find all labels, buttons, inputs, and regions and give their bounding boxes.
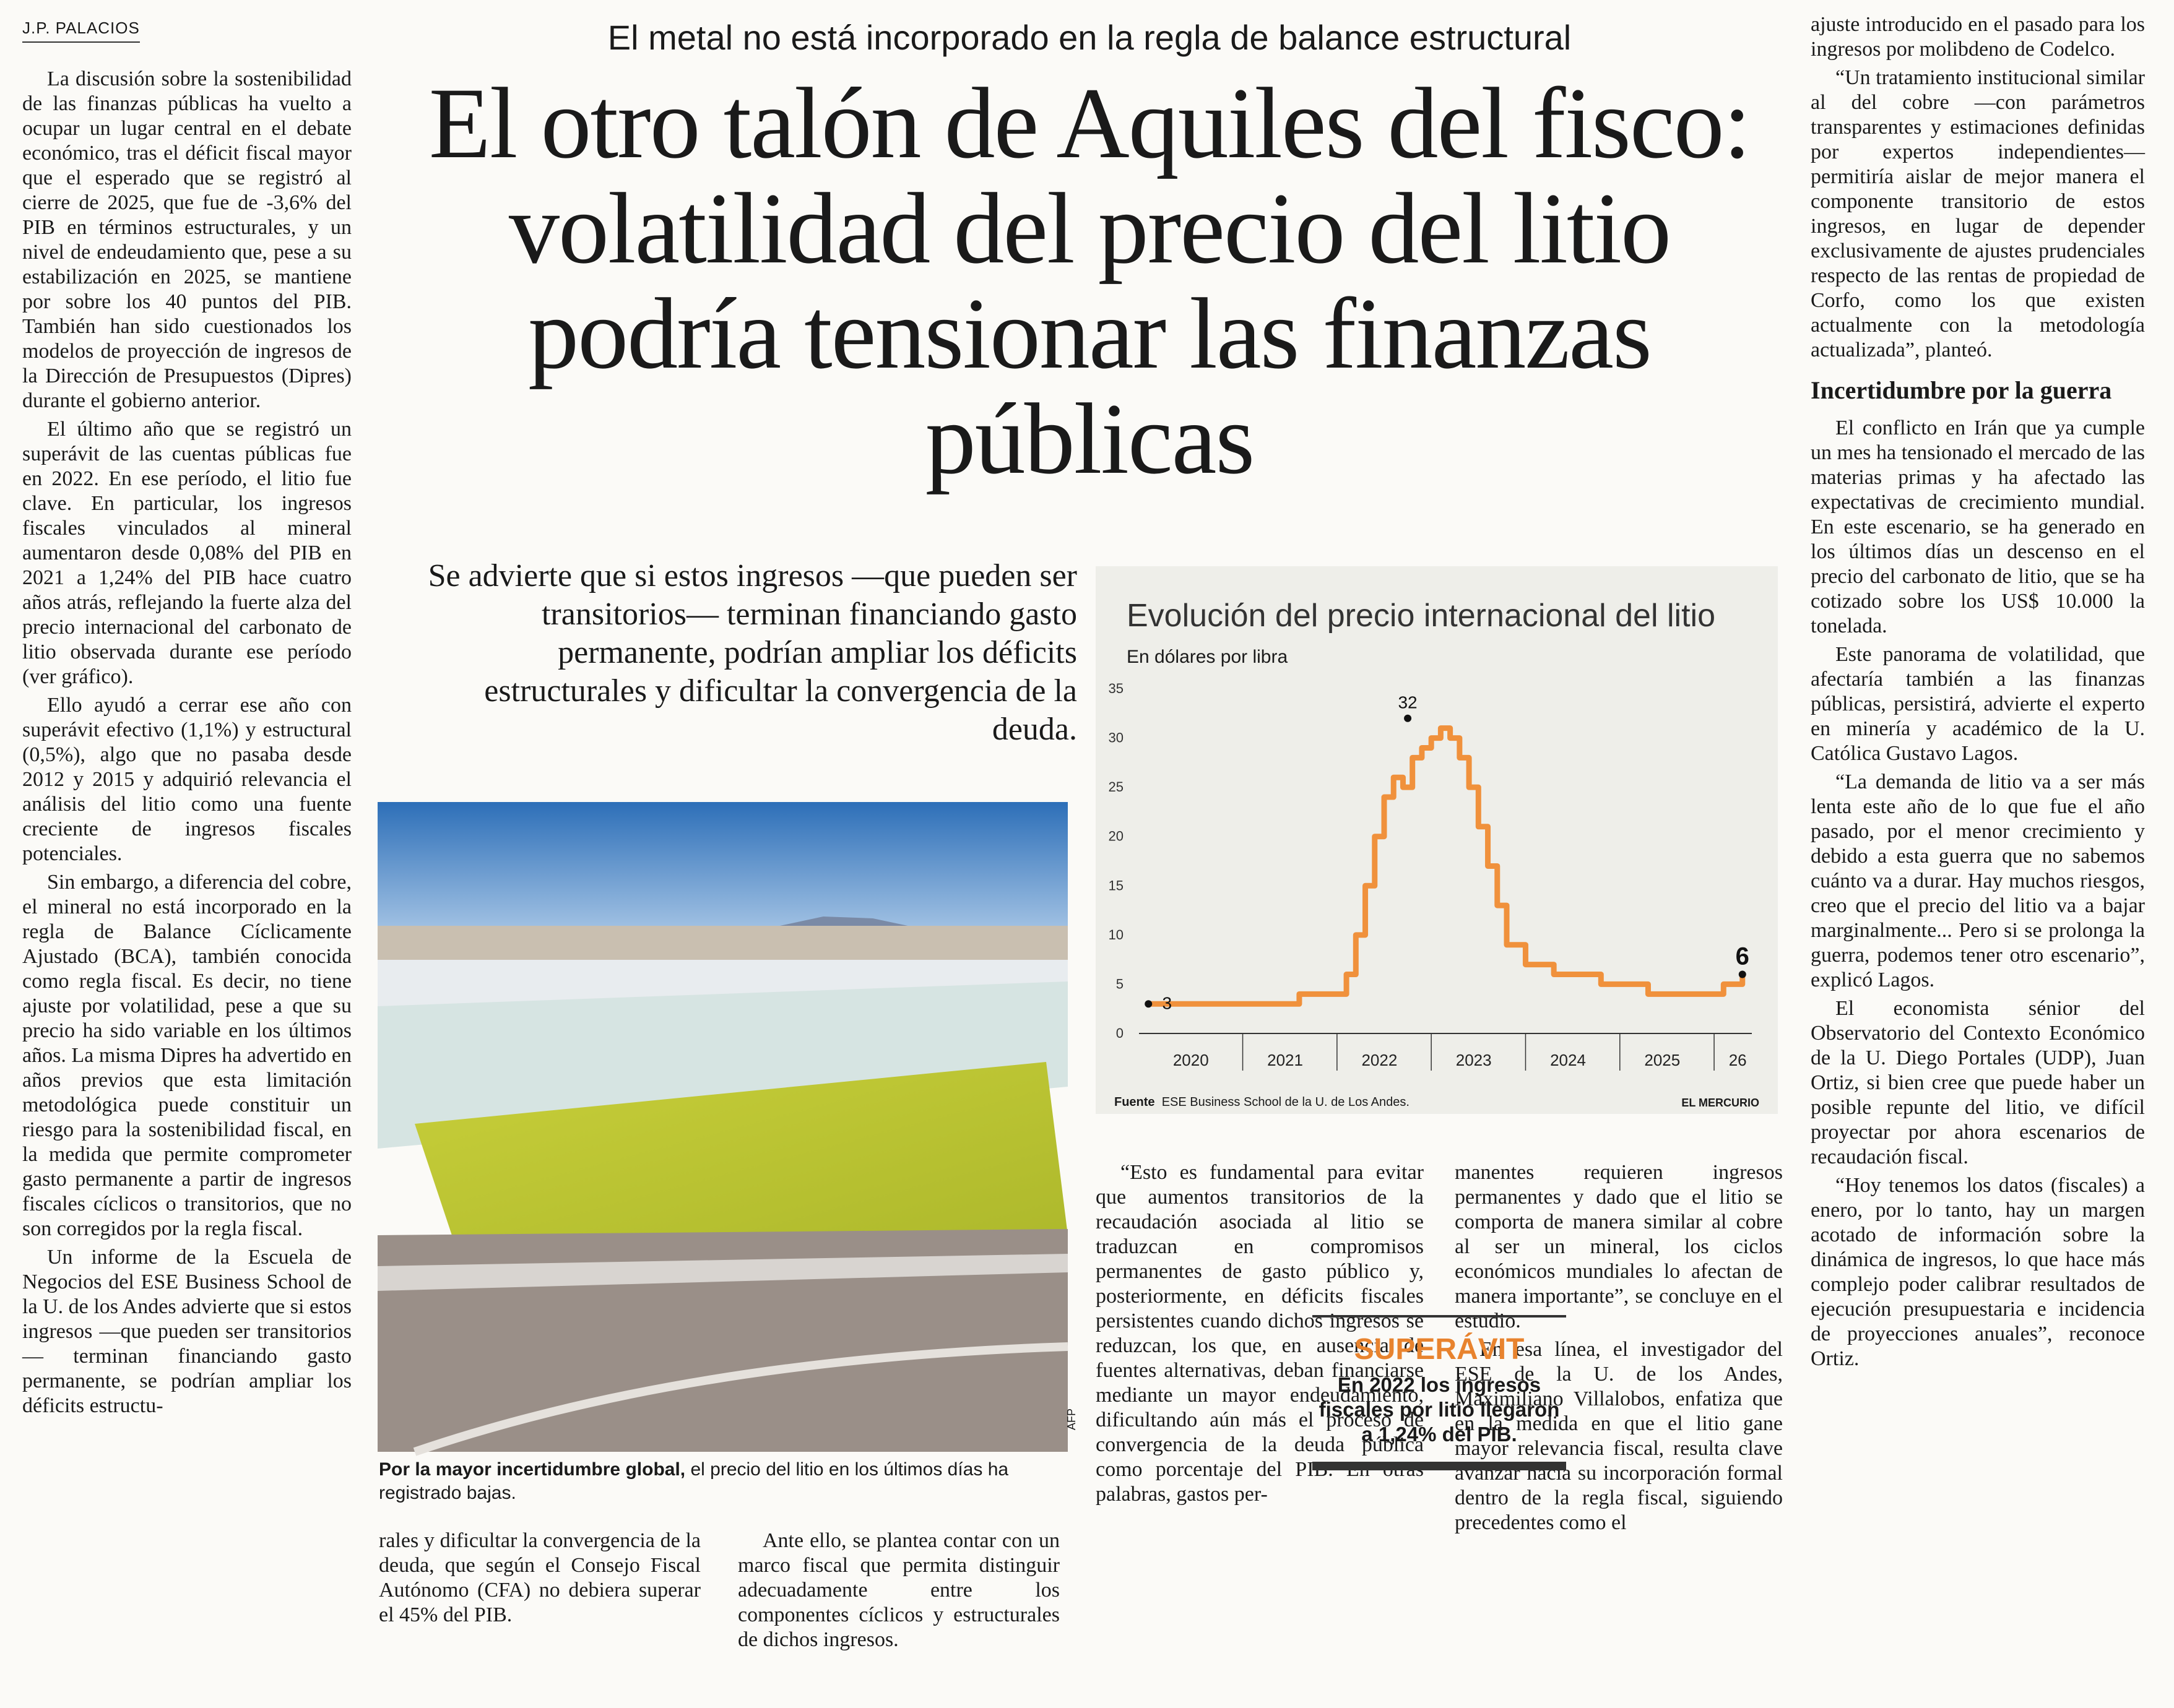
x-tick-label: 2023: [1455, 1051, 1492, 1069]
x-tick-label: 2025: [1644, 1051, 1681, 1069]
photo-caption: [379, 1458, 1066, 1505]
y-tick-label: 30: [1108, 730, 1124, 746]
annotation-label: 6: [1735, 942, 1749, 970]
x-tick-label: 2021: [1267, 1051, 1303, 1069]
y-tick-label: 25: [1108, 779, 1124, 795]
superavit-text: En 2022 los ingresos fiscales por litio llegaron a 1,24% del PIB.: [1319, 1373, 1560, 1446]
y-tick-label: 35: [1108, 681, 1124, 696]
caption-bold: Por la mayor incertidumbre global,: [379, 1459, 686, 1480]
y-tick-label: 10: [1108, 926, 1124, 942]
photo-credit: AFP: [1065, 1408, 1078, 1431]
chart-subtitle: En dólares por libra: [1127, 647, 1288, 667]
y-tick-label: 15: [1108, 878, 1124, 894]
y-tick-label: 5: [1115, 976, 1124, 992]
paragraph: En esa línea, el investigador del ESE de la U. de los Andes, Maximiliano Villalobos, enfatiza que en la medida en que el litio gane mayor relevancia fiscal, resulta clave avanzar hacia su incorporación formal dentro de la regla fiscal, siguiendo precedentes como el: [1455, 1338, 1783, 1534]
paragraph: El último año que se registró un superávit de las cuentas públicas fue en 2022. En ese período, el litio fue clave. En particular, los ingresos fiscales vinculados al mineral aumentaron desde 0,08% del PIB en 2021 a 1,24% del PIB hace cuatro años atrás, reflejando la fuerte alza del precio internacional del carbonato de litio observada durante ese período (ver gráfico).: [22, 418, 352, 688]
x-tick-label: 2022: [1361, 1051, 1398, 1069]
byline-wrap: [22, 19, 208, 43]
annotation-dot: [1404, 715, 1411, 722]
caption-rest: el precio del litio en los últimos días ha registrado bajas.: [379, 1459, 1009, 1503]
paragraph: Este panorama de volatilidad, que afectaría también a las finanzas públicas, persistirá, advierte el experto en minería y académico de la U. Católica Gustavo Lagos.: [1811, 643, 2145, 765]
deck: Se advierte que si estos ingresos —que pueden ser transitorios— terminan financiando gasto permanente, podrían ampliar los déficits estructurales y dificultar la convergencia de la deuda.: [428, 558, 1077, 747]
y-tick-label: 0: [1115, 1025, 1124, 1041]
chart-source: [1114, 1095, 1410, 1110]
paragraph: El conflicto en Irán que ya cumple un mes ha tensionado el mercado de las materias primas y ha afectado las expectativas de crecimiento mundial. En este escenario, se ha generado en los últimos días un descenso en el precio del carbonato de litio, que se ha cotizado sobre los US$ 10.000 la tonelada.: [1811, 416, 2145, 637]
column-1: [22, 67, 352, 1422]
annotation-dot: [1739, 971, 1746, 978]
column-3: [738, 1529, 1060, 1656]
chart-title: Evolución del precio internacional del litio: [1127, 598, 1716, 634]
annotation-label: 3: [1162, 993, 1172, 1013]
paragraph: “La demanda de litio va a ser más lenta este año de lo que fue el año pasado, por el menor crecimiento y debido a esta guerra que no sabemos cuánto va a durar. Hay muchos riesgos, creo que el precio del litio va a bajar marginalmente... Pero si se prolonga la guerra, podemos tener otro escenario”, explicó Lagos.: [1811, 770, 2145, 991]
headline: El otro talón de Aquiles del fisco: volatilidad del precio del litio podría tensionar las finanzas públicas: [428, 67, 1751, 495]
salt-flat-photo: [378, 802, 1078, 1452]
superavit-box: [1312, 1315, 1566, 1470]
column-2: [379, 1529, 701, 1631]
paragraph: Ante ello, se plantea contar con un marco fiscal que permita distinguir adecuadamente entre los componentes cíclicos y estructurales de dichos ingresos.: [738, 1529, 1060, 1651]
source-label: Fuente: [1114, 1095, 1155, 1109]
paragraph: ajuste introducido en el pasado para los ingresos por molibdeno de Codelco.: [1811, 13, 2145, 61]
paragraph: “Un tratamiento institucional similar al del cobre —con parámetros transparentes y estimaciones definidas por expertos independientes— permitiría aislar de mejor manera el componente transitorio de estos ingresos, en lugar de depender exclusivamente de ajustes prudenciales respecto de las rentas de propiedad de Corfo, como los que existen actualmente con la metodología actualizada”, planteó.: [1811, 66, 2145, 361]
price-series-line: [1148, 728, 1743, 1004]
photo-illustration: [378, 802, 1068, 1452]
x-tick-label: 2020: [1172, 1051, 1209, 1069]
paragraph: Sin embargo, a diferencia del cobre, el mineral no está incorporado en la regla de Balance Cíclicamente Ajustado (BCA), también conocida como regla fiscal. Es decir, no tiene ajuste por volatilidad, pese a que su precio ha sido variable en los últimos años. La misma Dipres ha advertido en años previos que esta limitación metodológica puede constituir un riesgo para la sostenibilidad fiscal, en la medida que permite comprometer gasto permanente a partir de ingresos fiscales cíclicos o transitorios, que no son corregidos por la regla fiscal.: [22, 871, 352, 1240]
paragraph: Ello ayudó a cerrar ese año con superávit efectivo (1,1%) y estructural (0,5%), algo que no pasaba desde 2012 y 2015 y adquirió relevancia el análisis del litio como una fuente creciente de ingresos fiscales potenciales.: [22, 694, 352, 865]
lithium-price-chart: [1096, 566, 1778, 1114]
paragraph: manentes requieren ingresos permanentes y dado que el litio se comporta de manera similar al cobre al ser un mineral, los ciclos económicos mundiales lo afectan de manera importante”, se concluye en el estudio.: [1455, 1161, 1783, 1332]
column-6: [1811, 12, 2145, 1375]
x-tick-label: 26: [1728, 1051, 1747, 1069]
paragraph: rales y dificultar la convergencia de la deuda, que según el Consejo Fiscal Autónomo (CFA) no debiera superar el 45% del PIB.: [379, 1529, 701, 1626]
byline: J.P. PALACIOS: [22, 19, 140, 43]
subhead: Incertidumbre por la guerra: [1811, 376, 2112, 404]
chart-plot: [1096, 566, 1778, 1114]
kicker: El metal no está incorporado en la regla de balance estructural: [607, 18, 1572, 57]
paragraph: “Hoy tenemos los datos (fiscales) a enero, por lo tanto, hay un margen acotado de información sobre la dinámica de ingresos, lo que hace más complejo poder calibrar resultados de ejecución presupuestaria e incidencia de proyecciones anuales”, reconoce Ortiz.: [1811, 1174, 2145, 1370]
paragraph: La discusión sobre la sostenibilidad de las finanzas públicas ha vuelto a ocupar un lugar central en el debate económico, tras el déficit fiscal mayor que el esperado que se registró al cierre de 2025, que fue de -3,6% del PIB en términos estructurales, y un nivel de endeudamiento que, pese a su estabilización en 2025, se mantiene por sobre los 40 puntos del PIB. También han sido cuestionados los modelos de proyección de ingresos de la Dirección de Presupuestos (Dipres) durante el gobierno anterior.: [22, 67, 352, 412]
paragraph: El economista sénior del Observatorio del Contexto Económico de la U. Diego Portales (UDP), Juan Ortiz, si bien cree que puede haber un posible repunte del litio, ve difícil proyectar por ahora escenarios de recaudación fiscal.: [1811, 997, 2145, 1168]
paragraph: Un informe de la Escuela de Negocios del ESE Business School de la U. de los Andes advierte que si estos ingresos —que pueden ser transitorios— terminan financiando gasto permanente, se podrían ampliar los déficits estructu-: [22, 1246, 352, 1417]
paragraph: “Esto es fundamental para evitar que aumentos transitorios de la recaudación asociada al litio se traduzcan en compromisos permanentes de gasto público y, posteriormente, en déficits fiscales persistentes cuando dichos ingresos se reduzcan, los que, en ausencia de fuentes alternativas, deban financiarse mediante un mayor endeudamiento, dificultando aún más el proceso de convergencia de la deuda pública como porcentaje del PIB. En otras palabras, gastos per-: [1096, 1161, 1424, 1506]
x-tick-label: 2024: [1550, 1051, 1586, 1069]
y-tick-label: 20: [1108, 828, 1124, 844]
source-text: ESE Business School de la U. de Los Andes.: [1161, 1095, 1410, 1109]
annotation-dot: [1145, 1000, 1152, 1007]
superavit-title: SUPERÁVIT: [1354, 1333, 1525, 1366]
annotation-label: 32: [1398, 692, 1418, 712]
chart-brand: EL MERCURIO: [1681, 1097, 1759, 1109]
